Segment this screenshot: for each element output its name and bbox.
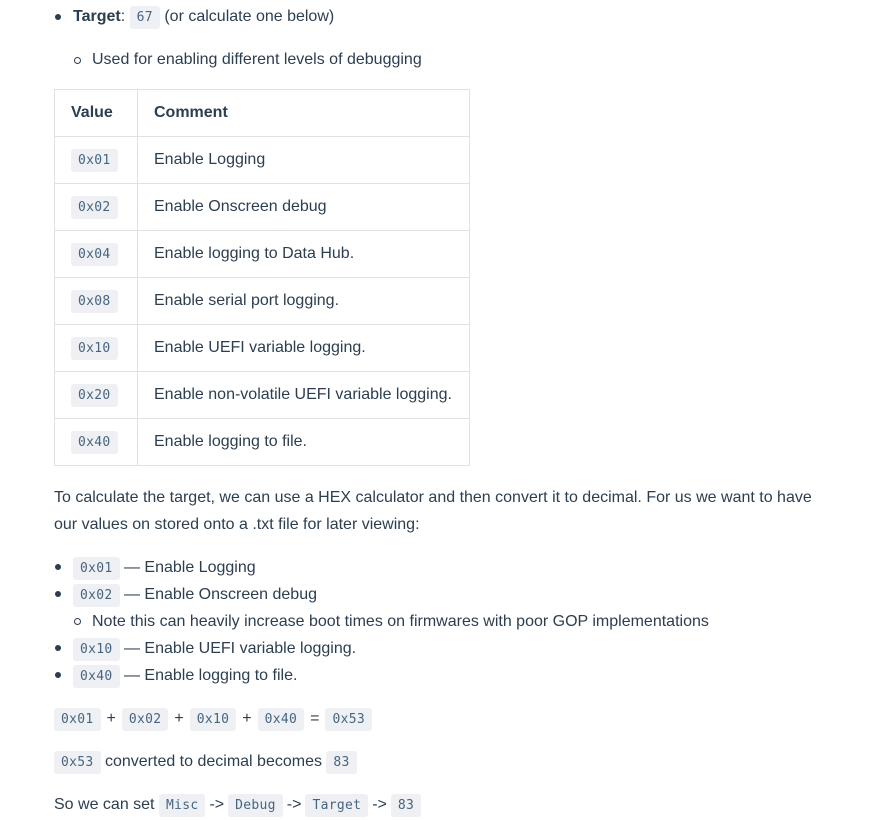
list-item (73, 635, 709, 662)
table-row (55, 278, 470, 325)
value-code: 0x10 (71, 337, 118, 360)
cell-comment: Enable logging to file. (138, 419, 470, 466)
set-prefix: So we can set (54, 796, 155, 813)
cell-value (55, 231, 138, 278)
cell-comment: Enable Logging (138, 137, 470, 184)
set-value: 83 (391, 794, 421, 817)
value-code: 0x01 (71, 149, 118, 172)
value-code: 0x02 (71, 196, 118, 219)
set-sentence (54, 791, 421, 819)
cell-comment: Enable UEFI variable logging. (138, 325, 470, 372)
target-suffix: (or calculate one below) (164, 8, 335, 25)
convert-hex: 0x53 (54, 751, 101, 774)
table-row (55, 231, 470, 278)
path-misc: Misc (159, 794, 206, 817)
path-debug: Debug (228, 794, 283, 817)
cell-value (55, 325, 138, 372)
convert-text: converted to decimal becomes (104, 753, 322, 770)
plus-sign: + (106, 710, 116, 727)
table-row (55, 419, 470, 466)
cell-value (55, 184, 138, 231)
item-code: 0x40 (73, 665, 120, 688)
arrow: -> (372, 796, 387, 813)
cell-value (55, 372, 138, 419)
cell-value (55, 137, 138, 184)
target-colon: : (120, 8, 126, 25)
cell-value (55, 278, 138, 325)
table-header-row (55, 90, 470, 137)
item-code: 0x02 (73, 584, 120, 607)
cell-comment: Enable logging to Data Hub. (138, 231, 470, 278)
convert-decimal: 83 (326, 751, 356, 774)
cell-comment: Enable serial port logging. (138, 278, 470, 325)
target-label: Target (73, 8, 121, 25)
sum-result: 0x53 (325, 708, 372, 731)
header-comment: Comment (138, 90, 470, 137)
value-code: 0x20 (71, 384, 118, 407)
cell-value (55, 419, 138, 466)
item-code: 0x10 (73, 638, 120, 661)
arrow: -> (286, 796, 302, 813)
sum-term: 0x10 (190, 708, 237, 731)
item-text: — Enable logging to file. (123, 667, 298, 684)
plus-sign: + (174, 710, 184, 727)
list-item (73, 662, 709, 689)
cell-comment: Enable non-volatile UEFI variable logging. (138, 372, 470, 419)
table-row (55, 325, 470, 372)
arrow: -> (209, 796, 225, 813)
item-code: 0x01 (73, 557, 120, 580)
item-text: — Enable Logging (123, 559, 256, 576)
target-value: 67 (130, 6, 160, 29)
sum-equation (54, 705, 372, 733)
sum-term: 0x40 (258, 708, 305, 731)
header-value: Value (55, 90, 138, 137)
sum-term: 0x01 (54, 708, 101, 731)
value-code: 0x40 (71, 431, 118, 454)
list-item (73, 554, 709, 581)
table-row (55, 137, 470, 184)
convert-sentence (54, 748, 357, 776)
equals-sign: = (310, 710, 320, 727)
table-row (55, 184, 470, 231)
item-text: — Enable UEFI variable logging. (123, 640, 357, 657)
enabled-values-list (73, 554, 709, 689)
value-code: 0x04 (71, 243, 118, 266)
debug-note: Used for enabling different levels of debugging (92, 47, 422, 73)
list-subitem-note: Note this can heavily increase boot times on firmwares with poor GOP implementations (92, 608, 709, 635)
item-text: — Enable Onscreen debug (123, 586, 317, 603)
path-target: Target (305, 794, 368, 817)
sum-term: 0x02 (122, 708, 169, 731)
debug-values-table (54, 89, 470, 466)
plus-sign: + (242, 710, 252, 727)
target-item (73, 4, 334, 30)
list-item (73, 581, 709, 608)
value-code: 0x08 (71, 290, 118, 313)
calc-paragraph: To calculate the target, we can use a HEX calculator and then convert it to decimal. For us we want to have our values on stored onto a .txt file for later viewing: (54, 489, 812, 533)
table-row (55, 372, 470, 419)
cell-comment: Enable Onscreen debug (138, 184, 470, 231)
